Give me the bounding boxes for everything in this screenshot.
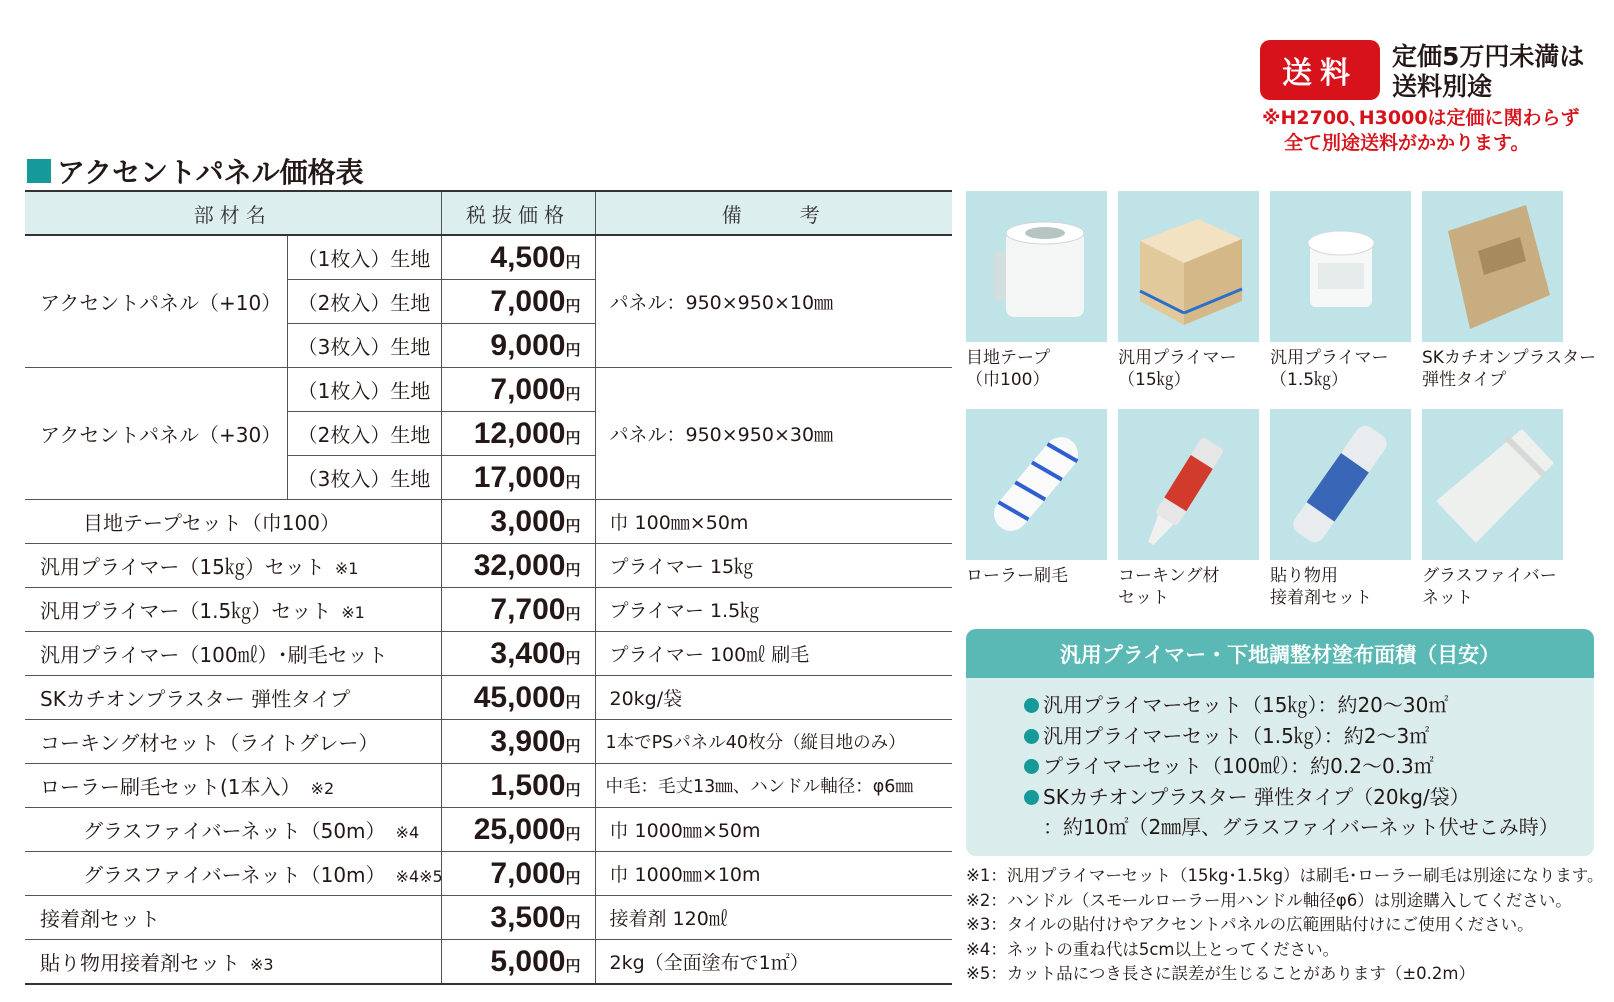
- yen-unit: 円: [565, 868, 581, 887]
- table-row: [25, 808, 952, 852]
- yen-unit: 円: [565, 956, 581, 975]
- caption-line: （巾100）: [966, 370, 1050, 390]
- price-cell: [441, 808, 595, 852]
- bullet-icon: [1024, 759, 1039, 774]
- shipping-note-line2: 全て別途送料がかかります。: [1284, 132, 1530, 154]
- product-image: [966, 191, 1107, 342]
- item-name: [25, 632, 441, 676]
- adhesive-pack-icon: [1270, 409, 1411, 560]
- price-cell: [441, 588, 595, 632]
- tape-roll-icon: [966, 191, 1107, 342]
- shipping-badge: 送料: [1260, 40, 1380, 100]
- caption-line: コーキング材: [1118, 566, 1220, 586]
- table-row: [25, 588, 952, 632]
- note-cell: 中毛：毛丈13㎜、ハンドル軸径：φ6㎜: [595, 764, 952, 808]
- product-caption: [1118, 347, 1259, 391]
- product-caption: [966, 347, 1107, 391]
- price-value: 4,500: [490, 240, 566, 274]
- note-cell: パネル：950×950×30㎜: [595, 368, 952, 500]
- coverage-list: [966, 690, 1594, 843]
- item-name: [25, 676, 441, 720]
- header-price: 税抜価格: [441, 191, 595, 235]
- item-name: [25, 720, 441, 764]
- header-item-name: 部材名: [25, 191, 441, 235]
- sub-variant: （1枚入）生地: [287, 368, 441, 412]
- price-cell: [441, 500, 595, 544]
- note-cell: 2kg（全面塗布で1㎡）: [595, 940, 952, 985]
- note-cell: 巾 100㎜×50m: [595, 500, 952, 544]
- table-row: [25, 368, 952, 412]
- paint-roller-icon: [966, 409, 1107, 560]
- caption-line: （15㎏）: [1118, 370, 1191, 390]
- item-name: [25, 500, 441, 544]
- note-cell: 接着剤 120㎖: [595, 896, 952, 940]
- list-item: [1024, 751, 1594, 782]
- table-header-row: [25, 191, 952, 235]
- sub-variant: （3枚入）生地: [287, 324, 441, 368]
- caption-line: 接着剤セット: [1270, 588, 1372, 608]
- price-value: 3,900: [490, 724, 566, 758]
- footnote-mark: ※3: [250, 955, 274, 974]
- yen-unit: 円: [565, 340, 581, 359]
- item-name-text: 接着剤セット: [40, 907, 160, 931]
- item-name: [25, 940, 441, 985]
- caption-line: 汎用プライマー: [1270, 348, 1389, 368]
- page-title-text: アクセントパネル価格表: [57, 156, 364, 189]
- price-value: 7,000: [490, 284, 566, 318]
- price-cell: [441, 940, 595, 985]
- cardboard-box-icon: [1118, 191, 1259, 342]
- caption-line: 汎用プライマー: [1118, 348, 1237, 368]
- price-cell: [441, 235, 595, 280]
- price-cell: [441, 412, 595, 456]
- price-value: 1,500: [490, 768, 566, 802]
- product-card: [1270, 409, 1411, 609]
- price-cell: [441, 852, 595, 896]
- item-name-text: グラスファイバーネット（10m）: [83, 863, 386, 887]
- yen-unit: 円: [565, 252, 581, 271]
- price-value: 7,000: [490, 856, 566, 890]
- product-card: [966, 191, 1107, 391]
- shipping-note: [1262, 106, 1580, 156]
- header-note: 備 考: [595, 191, 952, 235]
- table-row: [25, 500, 952, 544]
- shipping-text: [1392, 42, 1584, 102]
- price-cell: [441, 544, 595, 588]
- yen-unit: 円: [565, 604, 581, 623]
- price-cell: [441, 764, 595, 808]
- item-name-text: 目地テープセット（巾100）: [83, 511, 340, 535]
- yen-unit: 円: [565, 516, 581, 535]
- list-item: [1024, 721, 1594, 752]
- table-row: [25, 544, 952, 588]
- shipping-note-line1: ※H2700､H3000は定価に関わらず: [1262, 107, 1580, 129]
- price-value: 32,000: [473, 548, 566, 582]
- caption-line: ローラー刷毛: [966, 566, 1068, 586]
- item-name: [25, 852, 441, 896]
- note-cell: プライマー 15㎏: [595, 544, 952, 588]
- product-image: [1270, 409, 1411, 560]
- footnote: ※2：ハンドル（スモールローラー用ハンドル軸径φ6）は別途購入してください。: [966, 890, 1572, 910]
- yen-unit: 円: [565, 912, 581, 931]
- paper-bag-icon: [1422, 191, 1563, 342]
- sub-variant: （3枚入）生地: [287, 456, 441, 500]
- item-name-text: ローラー刷毛セット(1本入）: [40, 775, 301, 799]
- product-image: [966, 409, 1107, 560]
- caption-line: SKカチオンプラスター: [1422, 348, 1597, 368]
- bullet-icon: [1024, 729, 1039, 744]
- price-cell: [441, 632, 595, 676]
- price-cell: [441, 896, 595, 940]
- caption-line: 弾性タイプ: [1422, 370, 1507, 390]
- caption-line: （1.5㎏）: [1270, 370, 1349, 390]
- footnote-mark: ※2: [310, 779, 335, 798]
- footnote-mark: ※4※5: [395, 867, 443, 886]
- note-cell: パネル：950×950×10㎜: [595, 235, 952, 368]
- table-row: [25, 720, 952, 764]
- footnote: ※1：汎用プライマーセット（15kg･1.5kg）は刷毛･ローラー刷毛は別途になります。: [966, 866, 1604, 885]
- product-caption: [1270, 347, 1411, 391]
- price-value: 3,500: [490, 900, 566, 934]
- yen-unit: 円: [565, 736, 581, 755]
- note-cell: 1本でPSパネル40枚分（縦目地のみ）: [595, 720, 952, 764]
- footnote-mark: ※1: [334, 559, 359, 578]
- caption-line: 貼り物用: [1270, 566, 1338, 586]
- coverage-text: 汎用プライマーセット（15㎏）：約20～30㎡: [1043, 693, 1449, 717]
- coverage-text: SKカチオンプラスター 弾性タイプ（20kg/袋）: [1043, 784, 1470, 809]
- item-name: [25, 808, 441, 852]
- caption-line: 目地テープ: [966, 348, 1051, 368]
- note-cell: 巾 1000㎜×10m: [595, 852, 952, 896]
- item-name-text: SKカチオンプラスター 弾性タイプ: [40, 687, 351, 711]
- footnote-mark: ※1: [341, 603, 365, 622]
- price-value: 17,000: [473, 460, 566, 494]
- product-card: [1422, 191, 1597, 391]
- mesh-roll-icon: [1422, 409, 1563, 560]
- list-item: [1024, 782, 1594, 813]
- item-name-text: 汎用プライマー（15㎏）セット: [40, 555, 325, 579]
- price-value: 3,000: [490, 504, 566, 538]
- page-title: [27, 151, 364, 191]
- group-name: アクセントパネル（+30）: [25, 368, 287, 500]
- coverage-text: プライマーセット（100㎖）：約0.2～0.3㎡: [1043, 754, 1434, 778]
- white-tub-icon: [1270, 191, 1411, 342]
- product-caption: [1422, 347, 1597, 391]
- caption-line: ネット: [1422, 588, 1473, 608]
- price-value: 3,400: [490, 636, 566, 670]
- product-caption: [966, 565, 1107, 587]
- bullet-icon: [1024, 698, 1039, 713]
- table-row: [25, 676, 952, 720]
- yen-unit: 円: [565, 648, 581, 667]
- table-row: [25, 235, 952, 280]
- item-name-text: 貼り物用接着剤セット: [40, 951, 240, 975]
- table-row: [25, 632, 952, 676]
- product-card: [1422, 409, 1563, 609]
- table-row: [25, 852, 952, 896]
- item-name: [25, 544, 441, 588]
- note-cell: 20kg/袋: [595, 676, 952, 720]
- product-caption: [1422, 565, 1563, 609]
- item-name: [25, 896, 441, 940]
- price-cell: [441, 280, 595, 324]
- item-name-text: 汎用プライマー（100㎖）･刷毛セット: [40, 643, 388, 667]
- product-card: [1118, 191, 1259, 391]
- item-name: [25, 764, 441, 808]
- price-value: 7,700: [490, 592, 566, 626]
- shipping-text-line2: 送料別途: [1392, 72, 1493, 101]
- sub-variant: （1枚入）生地: [287, 235, 441, 280]
- product-image: [1270, 191, 1411, 342]
- note-cell: プライマー 1.5㎏: [595, 588, 952, 632]
- yen-unit: 円: [565, 780, 581, 799]
- table-row: [25, 764, 952, 808]
- list-item-continuation: ：約10㎡（2㎜厚、グラスファイバーネット伏せこみ時）: [1043, 815, 1559, 839]
- caption-line: グラスファイバー: [1422, 566, 1557, 586]
- sub-variant: （2枚入）生地: [287, 412, 441, 456]
- price-value: 7,000: [490, 372, 566, 406]
- price-cell: [441, 368, 595, 412]
- price-value: 25,000: [473, 812, 566, 846]
- price-cell: [441, 676, 595, 720]
- product-card: [1118, 409, 1259, 609]
- item-name-text: 汎用プライマー（1.5㎏）セット: [40, 599, 332, 623]
- coverage-text: 汎用プライマーセット（1.5㎏）：約2～3㎡: [1043, 723, 1430, 748]
- footnotes: [966, 864, 1603, 987]
- note-cell: 巾 1000㎜×50m: [595, 808, 952, 852]
- price-value: 12,000: [473, 416, 566, 450]
- shipping-text-line1: 定価5万円未満は: [1392, 42, 1585, 71]
- footnote: ※3：タイルの貼付けやアクセントパネルの広範囲貼付けにご使用ください。: [966, 915, 1534, 935]
- footnote: ※5：カット品につき長さに誤差が生じることがあります（±0.2m）: [966, 964, 1475, 984]
- product-card: [1270, 191, 1411, 391]
- price-value: 9,000: [490, 328, 566, 362]
- item-name-text: コーキング材セット（ライトグレー）: [40, 731, 379, 755]
- yen-unit: 円: [565, 472, 581, 491]
- yen-unit: 円: [565, 824, 581, 843]
- footnote: ※4：ネットの重ね代は5cm以上とってください。: [966, 939, 1340, 959]
- product-image: [1118, 409, 1259, 560]
- price-value: 5,000: [490, 944, 566, 978]
- yen-unit: 円: [565, 296, 581, 315]
- coverage-box: [966, 629, 1594, 856]
- price-value: 45,000: [473, 680, 566, 714]
- note-cell: プライマー 100㎖ 刷毛: [595, 632, 952, 676]
- product-caption: [1270, 565, 1411, 609]
- title-square-icon: [27, 159, 51, 183]
- item-name-text: グラスファイバーネット（50m）: [83, 819, 386, 843]
- sub-variant: （2枚入）生地: [287, 280, 441, 324]
- product-caption: [1118, 565, 1259, 609]
- product-image: [1118, 191, 1259, 342]
- caulk-tube-icon: [1118, 409, 1259, 560]
- price-cell: [441, 324, 595, 368]
- yen-unit: 円: [565, 692, 581, 711]
- table-row: [25, 940, 952, 985]
- table-row: [25, 896, 952, 940]
- item-name: [25, 588, 441, 632]
- price-table: [25, 190, 952, 985]
- footnote-mark: ※4: [395, 823, 420, 842]
- price-cell: [441, 456, 595, 500]
- product-card: [966, 409, 1107, 587]
- price-cell: [441, 720, 595, 764]
- product-image: [1422, 191, 1563, 342]
- group-name: アクセントパネル（+10）: [25, 235, 287, 368]
- bullet-icon: [1024, 790, 1039, 805]
- coverage-title: 汎用プライマー・下地調整材塗布面積（目安）: [966, 629, 1594, 678]
- product-image: [1422, 409, 1563, 560]
- yen-unit: 円: [565, 560, 581, 579]
- caption-line: セット: [1118, 588, 1169, 608]
- yen-unit: 円: [565, 428, 581, 447]
- list-item: [1024, 690, 1594, 721]
- yen-unit: 円: [565, 384, 581, 403]
